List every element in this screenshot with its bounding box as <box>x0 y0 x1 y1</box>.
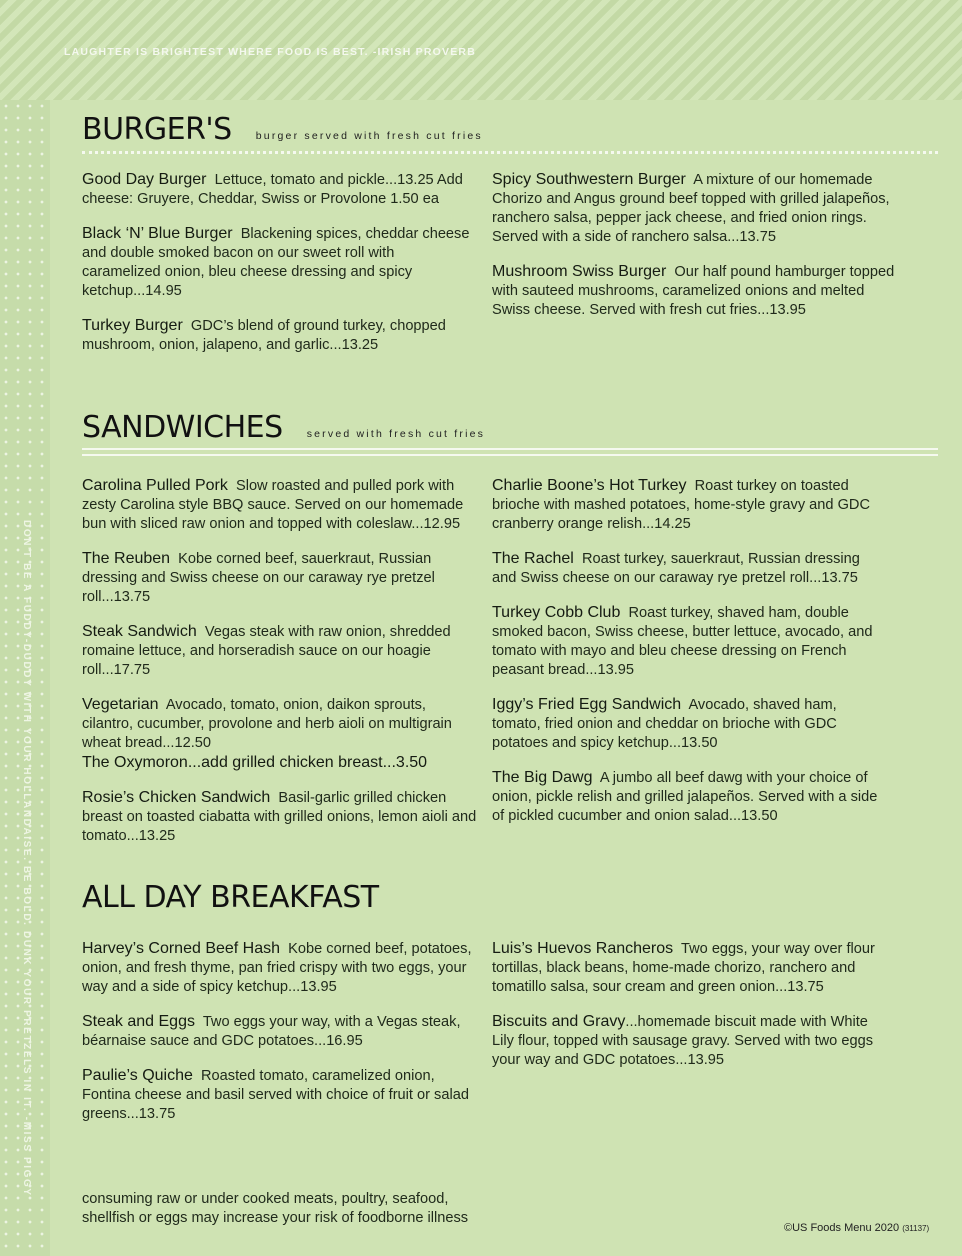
burgers-left-column <box>82 170 477 370</box>
copyright: ©US Foods Menu 2020 (31137) <box>784 1222 930 1234</box>
menu-item: Mushroom Swiss Burger Our half pound hamburger topped with sauteed mushrooms, caramelized onions and melted Swiss cheese. Served with fresh cut fries...13.95 <box>492 263 895 318</box>
breakfast-header <box>82 880 379 915</box>
menu-item: The Rachel Roast turkey, sauerkraut, Russian dressing and Swiss cheese on our caraway rye pretzel roll...13.75 <box>492 550 860 586</box>
menu-item: Spicy Southwestern Burger A mixture of our homemade Chorizo and Angus ground beef topped with grilled jalapeños, ranchero salsa, pepper jack cheese, and fried onion rings. Served with a side of ranchero salsa...13.75 <box>492 171 890 245</box>
menu-item: Steak Sandwich Vegas steak with raw onion, shredded romaine lettuce, and horseradish sauce on our hoagie roll...17.75 <box>82 623 451 678</box>
menu-item: Steak and Eggs Two eggs your way, with a Vegas steak, béarnaise sauce and GDC potatoes...16.95 <box>82 1013 461 1049</box>
sandwiches-header <box>82 410 485 445</box>
menu-item: The Reuben Kobe corned beef, sauerkraut, Russian dressing and Swiss cheese on our caraway rye pretzel roll...13.75 <box>82 550 435 605</box>
sandwiches-title: SANDWICHES <box>82 410 283 445</box>
food-safety-note: consuming raw or under cooked meats, poultry, seafood, shellfish or eggs may increase your risk of foodborne illness <box>82 1191 469 1226</box>
menu-item: Vegetarian Avocado, tomato, onion, daikon sprouts, cilantro, cucumber, provolone and herb aioli on multigrain wheat bread...12.50 The Oxymoron...add grilled chicken breast...3.50 <box>82 696 452 771</box>
menu-item: Harvey’s Corned Beef Hash Kobe corned beef, potatoes, onion, and fresh thyme, pan fried crispy with two eggs, your way and a side of spicy ketchup...13.95 <box>82 940 472 995</box>
menu-item: The Big Dawg A jumbo all beef dawg with your choice of onion, pickle relish and grilled jalapeños. Served with a side of pickled cucumber and onion salad...13.50 <box>492 769 878 824</box>
menu-item: Luis’s Huevos Rancheros Two eggs, your way over flour tortillas, black beans, home-made chorizo, ranchero and tomatillo salsa, sour cream and green onion...13.75 <box>492 940 875 995</box>
menu-item: Black ‘N’ Blue Burger Blackening spices, cheddar cheese and double smoked bacon on our sweet roll with caramelized onion, bleu cheese dressing and spicy ketchup...14.95 <box>82 225 470 299</box>
breakfast-left-column <box>82 939 477 1139</box>
side-quote: DON'T BE A FUDDY-DUDDY WITH YOUR HOLLANDAISE. BE BOLD. DUNK YOUR PRETZELS IN IT. -MISS PIGGY <box>21 520 32 1197</box>
burgers-title: BURGER'S <box>82 112 232 147</box>
breakfast-right-column <box>492 939 887 1085</box>
menu-item: Turkey Cobb Club Roast turkey, shaved ham, double smoked bacon, Swiss cheese, butter lettuce, avocado, and tomato with mayo and bleu cheese dressing on French peasant bread...13.95 <box>492 604 873 678</box>
menu-item: Rosie’s Chicken Sandwich Basil-garlic grilled chicken breast on toasted ciabatta with grilled onions, lemon aioli and tomato...13.25 <box>82 789 477 844</box>
menu-item-addon: The Oxymoron...add grilled chicken breast...3.50 <box>82 754 428 771</box>
menu-item: Charlie Boone’s Hot Turkey Roast turkey on toasted brioche with mashed potatoes, home-style gravy and GDC cranberry orange relish...14.25 <box>492 477 870 532</box>
menu-item: Paulie’s Quiche Roasted tomato, caramelized onion, Fontina cheese and basil served with choice of fruit or salad greens...13.75 <box>82 1067 469 1122</box>
menu-item: Good Day Burger Lettuce, tomato and pickle...13.25 Add cheese: Gruyere, Cheddar, Swiss or Provolone 1.50 ea <box>82 171 463 207</box>
burgers-divider <box>82 151 938 154</box>
menu-item: Iggy’s Fried Egg Sandwich Avocado, shaved ham, tomato, fried onion and cheddar on brioche with GDC potatoes and spicy ketchup...13.50 <box>492 696 837 751</box>
sandwiches-right-column <box>492 476 887 841</box>
burgers-subtitle: burger served with fresh cut fries <box>255 130 483 142</box>
menu-item: Biscuits and Gravy...homemade biscuit made with White Lily flour, topped with sausage gravy. Served with two eggs your way and GDC potatoes...13.95 <box>492 1013 873 1068</box>
sandwiches-subtitle: served with fresh cut fries <box>306 428 486 440</box>
burgers-header <box>82 112 483 147</box>
breakfast-title: ALL DAY BREAKFAST <box>82 880 379 915</box>
sandwiches-left-column <box>82 476 477 861</box>
header-quote: LAUGHTER IS BRIGHTEST WHERE FOOD IS BEST. -IRISH PROVERB <box>64 46 476 58</box>
menu-item: Carolina Pulled Pork Slow roasted and pulled pork with zesty Carolina style BBQ sauce. Served on our homemade bun with sliced raw onion and topped with coleslaw...12.95 <box>82 477 464 532</box>
menu-item: Turkey Burger GDC’s blend of ground turkey, chopped mushroom, onion, jalapeno, and garlic...13.25 <box>82 317 446 353</box>
sandwiches-divider <box>82 448 938 456</box>
burgers-right-column <box>492 170 902 335</box>
